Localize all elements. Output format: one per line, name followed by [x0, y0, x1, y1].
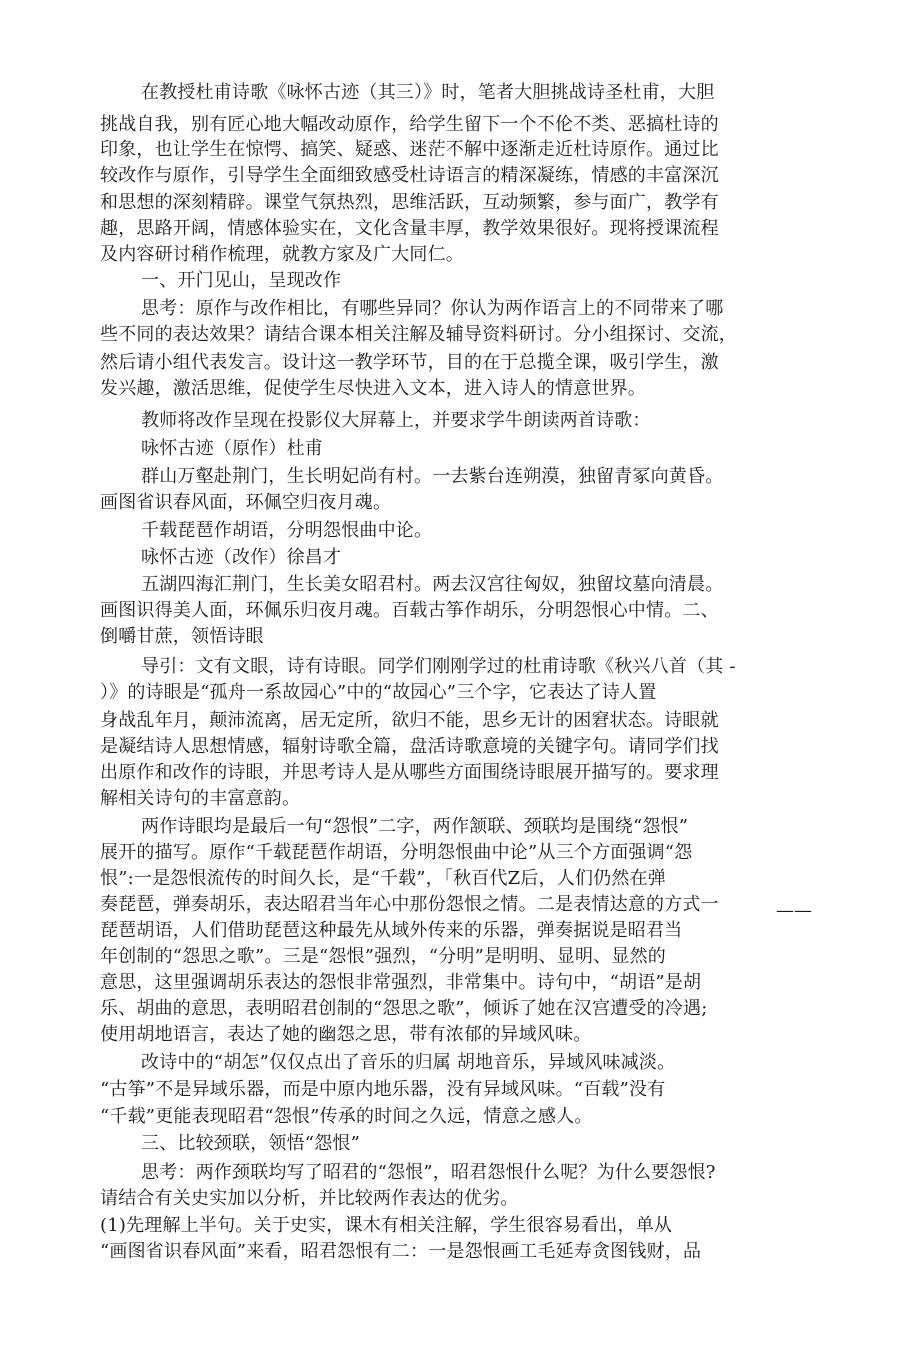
- text-line: 较改作与原作，引导学生全面细致感受杜诗语言的精深凝练，情感的丰富深沉: [100, 165, 719, 186]
- poem-line: 画图省识春风面，环佩空归夜月魂。: [100, 492, 392, 513]
- poem-title: 咏怀古迹（原作）杜甫: [141, 438, 323, 459]
- section-heading: 一、开门见山，呈现改作: [141, 270, 342, 291]
- text-line: 然后请小组代表发言。设计这一教学环节，目的在于总揽全课，吸引学生，激: [100, 352, 719, 373]
- poem-line: 五湖四海汇荆门，生长美女昭君村。两去汉宫往匈奴，独留坟墓向清晨。: [141, 574, 724, 595]
- poem-line: 画图识得美人面，环佩乐归夜月魂。百载古筝作胡乐，分明怨恨心中情。二、: [100, 600, 719, 621]
- text-line: 思考：原作与改作相比，有哪些异同？你认为两作语言上的不同带来了哪: [141, 298, 724, 319]
- text-line: 乐、胡曲的意思，表明昭君创制的“怨思之歌”，倾诉了她在汉宫遭受的冷遇;: [100, 998, 708, 1019]
- text-line: 是凝结诗人思想情感，辐射诗歌全篇，盘活诗歌意境的关键字句。请同学们找: [100, 736, 719, 757]
- text-line: 恨”:一是怨恨流传的时间久长，是“千载”，「秋百代Z后，人们仍然在弹: [100, 868, 666, 889]
- section-heading: 倒嚼甘蔗，领悟诗眼: [100, 626, 264, 647]
- text-line: 在教授杜甫诗歌《咏怀古迹（其三）》时，笔者大胆挑战诗圣杜甫，大胆: [141, 82, 715, 103]
- text-line: 改诗中的“胡怎”仅仅点出了音乐的归属 胡地音乐，异域风味减淡。: [141, 1052, 676, 1073]
- poem-line: 千载琵琶作胡语，分明怨恨曲中论。: [141, 520, 433, 541]
- poem-title: 咏怀古迹（改作）徐昌才: [141, 547, 342, 568]
- text-line: (1)先理解上半句。关于史实，课木有相关注解，学生很容易看出，单从: [100, 1215, 673, 1236]
- margin-dash: ——: [776, 900, 812, 921]
- text-line: 出原作和改作的诗眼，并思考诗人是从哪些方面围绕诗眼展开描写的。要求理: [100, 762, 719, 783]
- text-line: 发兴趣，激活思维，促使学生尽快进入文本，进入诗人的情意世界。: [100, 378, 646, 399]
- text-line: “画图省识春风面”来看，昭君怨恨有二：一是怨恨画工毛延寿贪图钱财，品: [100, 1241, 702, 1262]
- text-line: 和思想的深刻精辟。课堂气氛热烈，思维活跃，互动频繁，参与面广，教学有: [100, 192, 719, 213]
- text-line: 思考：两作颈联均写了昭君的“怨恨”，昭君怨恨什么呢？为什么要怨恨?: [141, 1162, 716, 1183]
- text-line: 琵琶胡语，人们借助琵琶这种最先从域外传来的乐器，弹奏据说是昭君当: [100, 920, 683, 941]
- text-line: 挑战自我，别有匠心地大幅改动原作，给学生留下一个不伦不类、恶搞杜诗的: [100, 114, 719, 135]
- text-line: 展开的描写。原作“千载琵琶作胡语，分明怨恨曲中论”从三个方面强调“怨: [100, 842, 693, 863]
- text-line: 意思，这里强调胡乐表达的怨恨非常强烈，非常集中。诗句中，“胡语”是胡: [100, 972, 702, 993]
- text-line: “古筝”不是异域乐器，而是中原内地乐器，没有异域风味。“百载”没有: [100, 1079, 666, 1100]
- text-line: “千载”更能表现昭君“怨恨”传承的时间之久远，情意之感人。: [100, 1106, 593, 1127]
- text-line: 使用胡地语言，表达了她的幽怨之思，带有浓郁的异域风味。: [100, 1024, 592, 1045]
- text-line: ）》的诗眼是“孤舟一系故园心”中的“故园心”三个字，它表达了诗人置: [100, 682, 657, 703]
- text-line: 身战乱年月，颠沛流离，居无定所，欲归不能，思乡无计的困窘状态。诗眼就: [100, 710, 719, 731]
- text-line: 趣，思路开阔，情感体验实在，文化含量丰厚，教学效果很好。现将授课流程: [100, 218, 719, 239]
- text-line: 导引：文有文眼，诗有诗眼。同学们刚刚学过的杜甫诗歌《秋兴八首（其 -: [141, 656, 736, 677]
- text-line: 教师将改作呈现在投影仪大屏幕上，并要求学牛朗读两首诗歌：: [141, 410, 651, 431]
- text-line: 及内容研讨稍作梳理，就教方家及广大同仁。: [100, 244, 464, 265]
- section-heading: 三、比较颈联，领悟“怨恨”: [141, 1133, 361, 1154]
- text-line: 请结合有关史实加以分析，并比较两作表达的优劣。: [100, 1188, 519, 1209]
- text-line: 解相关诗句的丰富意韵。: [100, 788, 301, 809]
- text-line: 些不同的表达效果？请结合课本相关注解及辅导资料研讨。分小组探讨、交流，: [100, 324, 737, 345]
- text-line: 印象，也让学生在惊愕、搞笑、疑惑、迷茫不解中逐渐走近杜诗原作。通过比: [100, 139, 719, 160]
- text-line: 奏琵琶，弹奏胡乐，表达昭君当年心中那份怨恨之情。二是表情达意的方式一: [100, 894, 719, 915]
- text-line: 年创制的“怨思之歌”。三是“怨恨”强烈，“分明”是明明、显明、显然的: [100, 946, 667, 967]
- text-line: 两作诗眼均是最后一句“怨恨”二字，两作颔联、颈联均是围绕“怨恨”: [141, 816, 689, 837]
- poem-line: 群山万壑赴荆门，生长明妃尚有村。一去紫台连朔漠，独留青冢向黄昏。: [141, 466, 724, 487]
